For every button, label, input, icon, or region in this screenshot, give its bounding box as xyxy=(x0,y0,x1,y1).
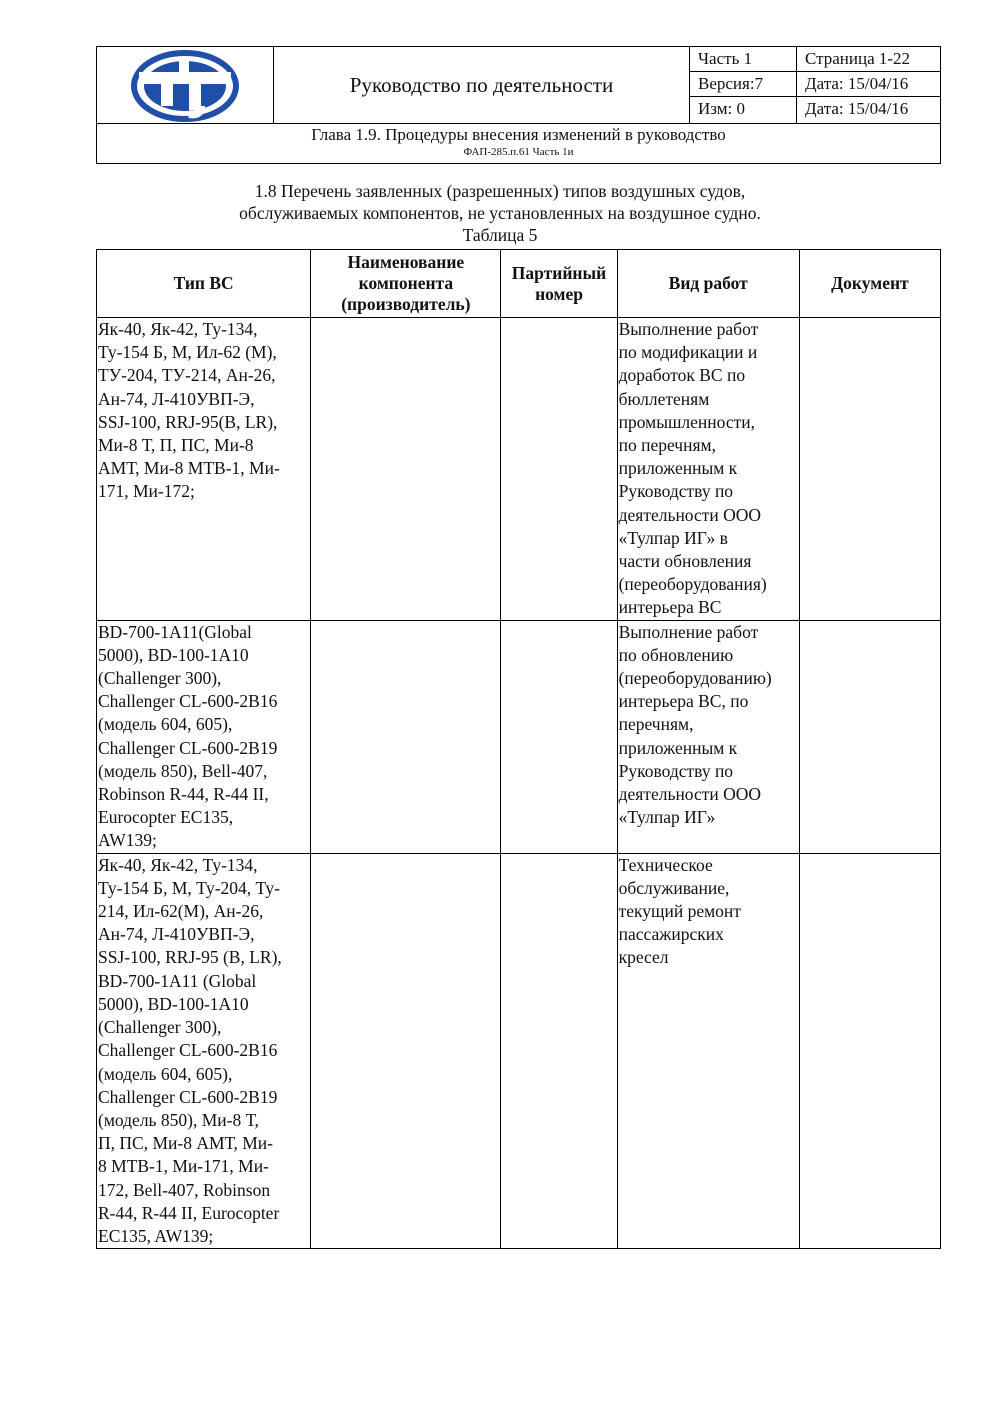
chapter-title: Глава 1.9. Процедуры внесения изменений в руководство xyxy=(311,125,726,144)
cell-batch-number xyxy=(501,853,617,1248)
logo-cell xyxy=(97,47,274,123)
cell-batch-number xyxy=(501,620,617,853)
section-heading xyxy=(150,180,850,246)
cell-aircraft-type: Як-40, Як-42, Ту-134, Ту-154 Б, М, Ил-62 (М), ТУ-204, ТУ-214, Ан-26, Ан-74, Л-410УВП-Э, SSJ-100, RRJ-95(B, LR), Ми-8 Т, П, ПС, Ми-8 АМТ, Ми-8 МТВ-1, Ми- 171, Ми-172; xyxy=(97,318,311,621)
section-heading-line1: 1.8 Перечень заявленных (разрешенных) типов воздушных судов, xyxy=(254,181,746,201)
chapter-row xyxy=(97,123,940,164)
cell-component xyxy=(311,853,501,1248)
cell-work-type: Техническое обслуживание, текущий ремонт пассажирских кресел xyxy=(617,853,799,1248)
table-row xyxy=(97,318,941,621)
cell-work-type: Выполнение работ по модификации и доработок ВС по бюллетеням промышленности, по перечням, приложенным к Руководству по деятельности ООО «Тулпар ИГ» в части обновления (переоборудования) интерьера ВС xyxy=(617,318,799,621)
section-heading-line2: обслуживаемых компонентов, не установленных на воздушное судно. xyxy=(239,203,761,223)
change-label: Изм: 0 xyxy=(690,97,797,123)
aircraft-types-table xyxy=(96,249,941,1249)
company-logo xyxy=(131,50,239,122)
document-header xyxy=(96,46,941,164)
cell-aircraft-type: Як-40, Як-42, Ту-134, Ту-154 Б, М, Ту-204, Ту- 214, Ил-62(М), Ан-26, Ан-74, Л-410УВП-Э, SSJ-100, RRJ-95 (B, LR), BD-700-1A11 (Global 5000), BD-100-1A10 (Challenger 300), Challenger CL-600-2B16 (модель 604, 605), Challenger CL-600-2B19 (модель 850), Ми-8 Т, П, ПС, Ми-8 АМТ, Ми- 8 МТВ-1, Ми-171, Ми- 172, Bell-407, Robinson R-44, R-44 II, Eurocopter EC135, AW139; xyxy=(97,853,311,1248)
cell-document xyxy=(799,620,940,853)
change-date: Дата: 15/04/16 xyxy=(805,99,909,118)
cell-document xyxy=(799,318,940,621)
document-meta xyxy=(690,47,940,123)
cell-work-type: Выполнение работ по обновлению (переоборудованию) интерьера ВС, по перечням, приложенным к Руководству по деятельности ООО «Тулпар ИГ» xyxy=(617,620,799,853)
cell-component xyxy=(311,318,501,621)
page-label: Страница 1-22 xyxy=(797,47,940,72)
cell-document xyxy=(799,853,940,1248)
table-caption: Таблица 5 xyxy=(462,225,538,245)
regulation-ref: ФАП-285.п.61 Часть 1и xyxy=(463,146,574,158)
table-header-row xyxy=(97,250,941,318)
version-date: Дата: 15/04/16 xyxy=(797,72,940,97)
cell-batch-number xyxy=(501,318,617,621)
column-header-batch-number: Партийный номер xyxy=(501,250,617,318)
part-label: Часть 1 xyxy=(690,47,797,72)
document-title: Руководство по деятельности xyxy=(274,47,690,123)
version-label: Версия:7 xyxy=(690,72,797,97)
table-row xyxy=(97,853,941,1248)
column-header-document: Документ xyxy=(799,250,940,318)
table-row xyxy=(97,620,941,853)
cell-component xyxy=(311,620,501,853)
cell-aircraft-type: BD-700-1A11(Global 5000), BD-100-1A10 (Challenger 300), Challenger CL-600-2B16 (модель 604, 605), Challenger CL-600-2B19 (модель 850), Bell-407, Robinson R-44, R-44 II, Eurocopter EC135, AW139; xyxy=(97,620,311,853)
column-header-work-type: Вид работ xyxy=(617,250,799,318)
column-header-component: Наименование компонента (производитель) xyxy=(311,250,501,318)
column-header-aircraft-type: Тип ВС xyxy=(97,250,311,318)
